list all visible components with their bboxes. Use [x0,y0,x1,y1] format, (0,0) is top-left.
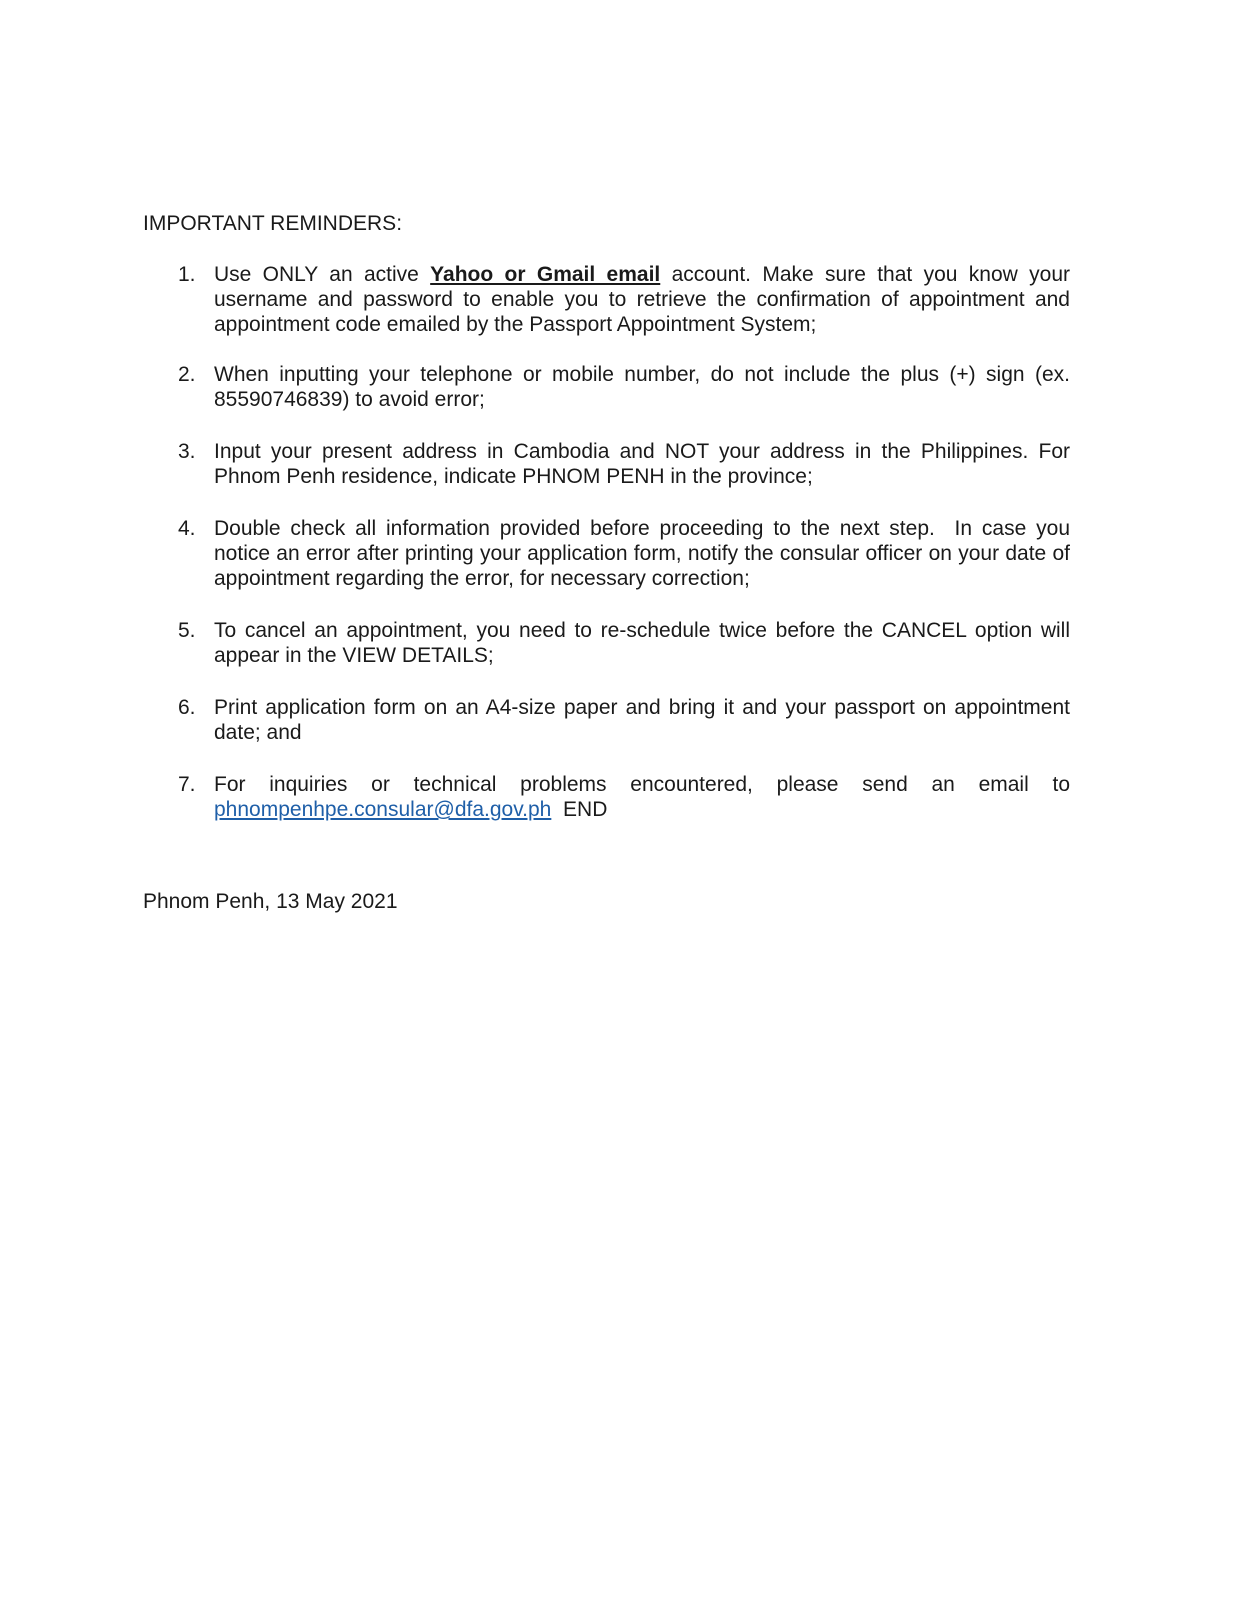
item-text: For inquiries or technical problems encountered, please send an email to [214,773,1070,796]
item-number: 1. [178,263,196,286]
item-text: Input your present address in Cambodia and NOT your address in the Philippines. For Phnom Penh residence, indicate PHNOM PENH in the province; [214,440,1070,488]
item-number: 7. [178,773,196,796]
reminder-item-1 [143,262,1070,337]
item-text: To cancel an appointment, you need to re-schedule twice before the CANCEL option will appear in the VIEW DETAILS; [214,619,1070,667]
item-emphasis: Yahoo or Gmail email [430,263,661,286]
reminders-list [143,262,1076,822]
item-text: Print application form on an A4-size paper and bring it and your passport on appointment date; and [214,696,1070,744]
document-date-line: Phnom Penh, 13 May 2021 [143,890,398,913]
reminder-item-5 [143,618,1070,668]
item-number: 5. [178,619,196,642]
item-number: 2. [178,363,196,386]
item-text: Double check all information provided before proceeding to the next step. In case you notice an error after printing your application form, notify the consular officer on your date of appointment regarding the error, for necessary correction; [214,517,1076,590]
reminder-item-2 [143,362,1070,412]
item-number: 6. [178,696,196,719]
reminder-item-6 [143,695,1070,745]
contact-email-link[interactable]: phnompenhpe.consular@dfa.gov.ph [214,798,552,821]
reminder-item-3 [143,439,1070,489]
end-marker: END [563,798,608,821]
item-text-after: account. Make sure that you know your username and password to enable you to retrieve the confirmation of appointment and appointment code emailed by the Passport Appointment System; [214,263,1070,336]
item-number: 4. [178,517,196,540]
reminders-heading: IMPORTANT REMINDERS: [143,212,403,235]
item-text-before: Use ONLY an active [214,263,431,286]
item-number: 3. [178,440,196,463]
reminder-item-7 [143,772,1070,822]
item-text: When inputting your telephone or mobile number, do not include the plus (+) sign (ex. 85590746839) to avoid error; [214,363,1070,411]
reminder-item-4 [143,516,1076,591]
